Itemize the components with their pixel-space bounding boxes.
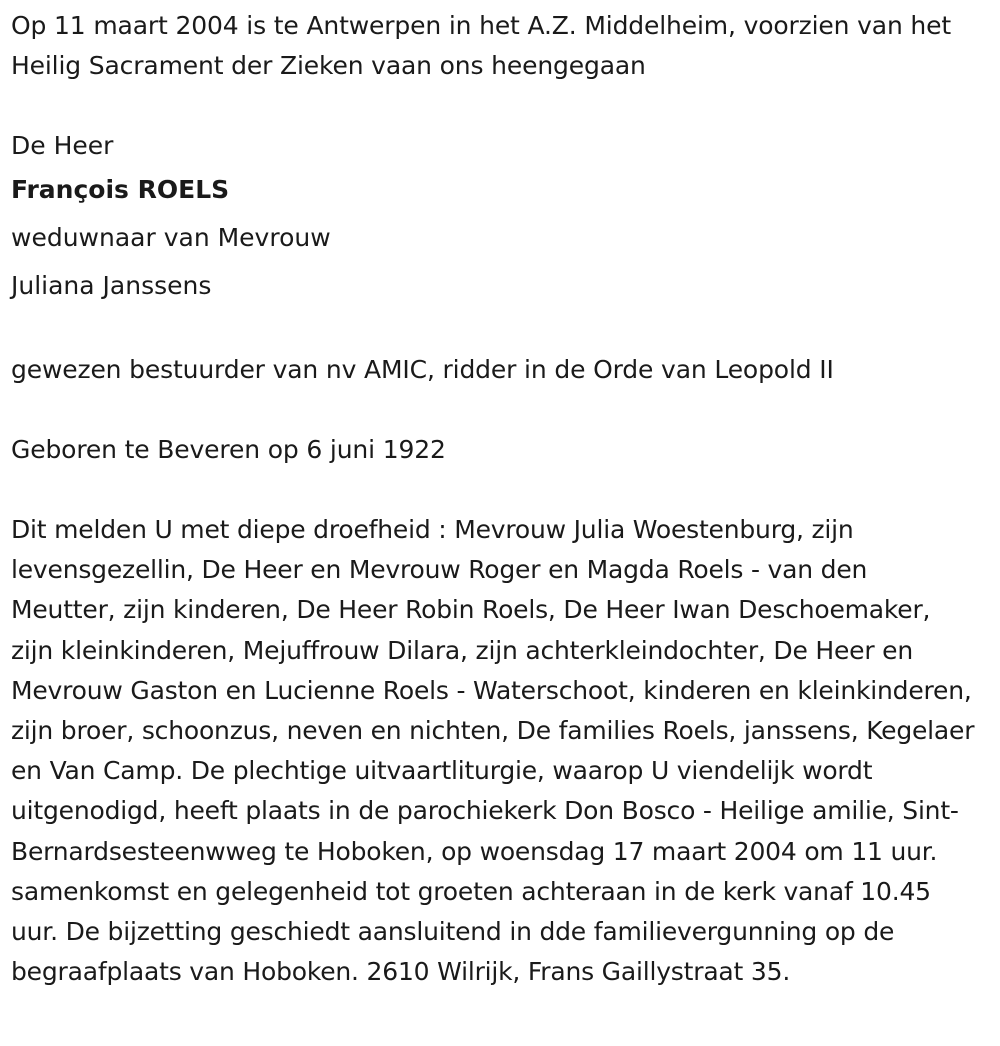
salutation: De Heer bbox=[11, 131, 114, 160]
announcement-paragraph: Dit melden U met diepe droefheid : Mevrouw Julia Woestenburg, zijn levensgezellin, De Heer en Mevrouw Roger en Magda Roels - van den Meutter, zijn kinderen, De Heer Robin Roels, De Heer Iwan Deschoemaker, zijn kleinkinderen, Mejuffrouw Dilara, zijn achterkleindochter, De Heer en Mevrouw Gaston en Lucienne Roels - Waterschoot, kinderen en kleinkinderen, zijn broer, schoonzus, neven en nichten, De families Roels, janssens, Kegelaer en Van Camp. De plechtige uitvaartliturgie, waarop U viendelijk wordt uitgenodigd, heeft plaats in de parochiekerk Don Bosco - Heilige amilie, Sint-Bernardsesteenwweg te Hoboken, op woensdag 17 maart 2004 om 11 uur. samenkomst en gelegenheid tot groeten achteraan in de kerk vanaf 10.45 uur. De bijzetting geschiedt aansluitend in dde familievergunning op de begraafplaats van Hoboken. 2610 Wilrijk, Frans Gaillystraat 35. bbox=[11, 515, 975, 987]
widower-line: weduwnaar van Mevrouw bbox=[11, 223, 331, 252]
spouse-name: Juliana Janssens bbox=[11, 271, 212, 300]
deceased-name: François ROELS bbox=[11, 175, 230, 204]
birth-line: Geboren te Beveren op 6 juni 1922 bbox=[11, 435, 446, 464]
career-line: gewezen bestuurder van nv AMIC, ridder in de Orde van Leopold II bbox=[11, 355, 834, 384]
intro-paragraph: Op 11 maart 2004 is te Antwerpen in het A.Z. Middelheim, voorzien van het Heilig Sacrament der Zieken vaan ons heengegaan bbox=[11, 11, 952, 80]
